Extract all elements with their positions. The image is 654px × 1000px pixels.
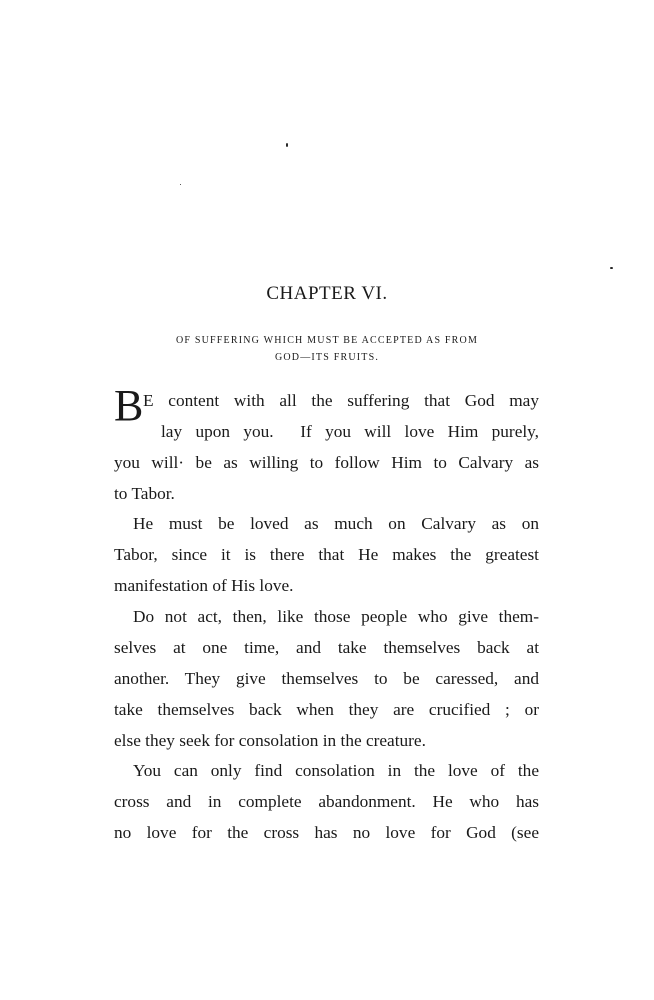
text-line: no love for the cross has no love for God (see: [114, 823, 539, 842]
chapter-subtitle-line: OF SUFFERING WHICH MUST BE ACCEPTED AS FROM: [175, 335, 479, 346]
chapter-title: CHAPTER VI.: [266, 283, 388, 304]
text-line: take themselves back when they are crucified ; or: [114, 700, 539, 719]
text-line: lay upon you. If you will love Him purely,: [161, 422, 539, 441]
text-line: you will· be as willing to follow Him to Calvary as: [114, 453, 539, 472]
text-line: another. They give themselves to be caressed, and: [114, 669, 539, 688]
text-line: You can only find consolation in the love of the: [133, 761, 539, 780]
text-line: manifestation of His love.: [114, 576, 294, 595]
scan-speck: [180, 184, 181, 185]
text-line: He must be loved as much on Calvary as on: [133, 514, 539, 533]
scan-speck: [286, 143, 288, 147]
drop-cap: B: [114, 381, 144, 430]
scan-speck: [610, 267, 613, 269]
text-line: E content with all the suffering that God may: [143, 391, 539, 410]
text-line: selves at one time, and take themselves back at: [114, 638, 539, 657]
chapter-subtitle-line: GOD—ITS FRUITS.: [274, 352, 380, 363]
text-line: cross and in complete abandonment. He who has: [114, 792, 539, 811]
chapter-subtitle: [120, 332, 534, 366]
text-line: else they seek for consolation in the creature.: [114, 731, 426, 750]
text-line: to Tabor.: [114, 484, 175, 503]
text-line: Do not act, then, like those people who give them-: [133, 607, 539, 626]
text-line: Tabor, since it is there that He makes the greatest: [114, 545, 539, 564]
